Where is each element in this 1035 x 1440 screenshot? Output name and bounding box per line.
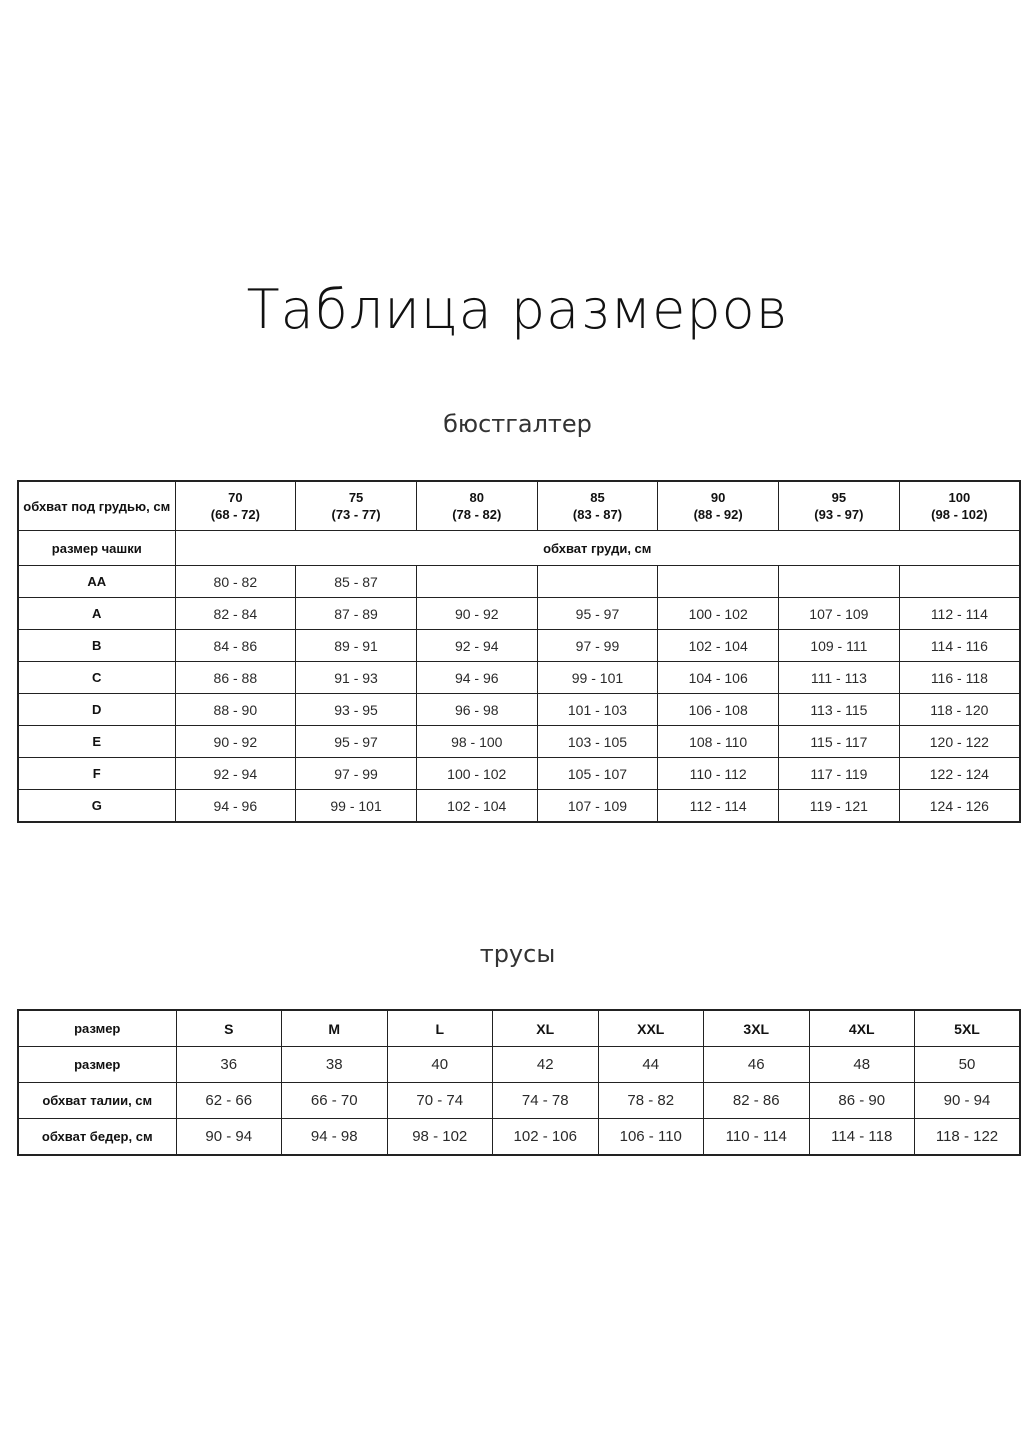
bust-range-cell: 82 - 84 xyxy=(175,598,296,630)
bust-range-cell: 94 - 96 xyxy=(416,662,537,694)
table-row xyxy=(18,1047,1020,1083)
bra-section-title: бюстгалтер xyxy=(443,410,592,438)
bust-range-cell xyxy=(658,566,779,598)
cup-size-label: размер чашки xyxy=(18,531,175,566)
bust-range-cell: 101 - 103 xyxy=(537,694,658,726)
bust-range-cell: 102 - 104 xyxy=(416,790,537,823)
bust-range-cell: 112 - 114 xyxy=(658,790,779,823)
briefs-cell: 38 xyxy=(282,1047,388,1083)
bust-range-cell: 111 - 113 xyxy=(779,662,900,694)
bust-range-cell: 98 - 100 xyxy=(416,726,537,758)
cup-size: D xyxy=(18,694,175,726)
briefs-cell: 3XL xyxy=(704,1010,810,1047)
table-row xyxy=(18,1083,1020,1119)
table-row xyxy=(18,598,1020,630)
bust-range-cell: 84 - 86 xyxy=(175,630,296,662)
cup-size: AA xyxy=(18,566,175,598)
briefs-cell: 44 xyxy=(598,1047,704,1083)
briefs-section-title: трусы xyxy=(479,940,556,968)
bust-range-cell: 112 - 114 xyxy=(899,598,1020,630)
underbust-size-header xyxy=(658,481,779,531)
band-range: (98 - 102) xyxy=(931,507,988,522)
band-range: (88 - 92) xyxy=(693,507,743,522)
briefs-cell: 74 - 78 xyxy=(493,1083,599,1119)
bust-range-cell: 100 - 102 xyxy=(416,758,537,790)
bust-range-cell: 95 - 97 xyxy=(296,726,417,758)
bust-range-cell: 105 - 107 xyxy=(537,758,658,790)
bust-range-cell: 96 - 98 xyxy=(416,694,537,726)
bust-range-cell: 117 - 119 xyxy=(779,758,900,790)
bust-range-cell: 87 - 89 xyxy=(296,598,417,630)
band-range: (73 - 77) xyxy=(331,507,381,522)
underbust-size-header xyxy=(537,481,658,531)
band-range: (68 - 72) xyxy=(210,507,260,522)
bust-range-cell xyxy=(779,566,900,598)
briefs-cell: 118 - 122 xyxy=(915,1119,1021,1156)
bust-range-cell: 108 - 110 xyxy=(658,726,779,758)
briefs-cell: 86 - 90 xyxy=(809,1083,915,1119)
briefs-cell: XXL xyxy=(598,1010,704,1047)
bust-range-cell: 120 - 122 xyxy=(899,726,1020,758)
underbust-size-header xyxy=(779,481,900,531)
bust-range-cell: 92 - 94 xyxy=(175,758,296,790)
band-size: 85 xyxy=(590,490,605,505)
band-range: (93 - 97) xyxy=(814,507,864,522)
band-size: 100 xyxy=(948,490,971,505)
bust-range-cell: 88 - 90 xyxy=(175,694,296,726)
band-size: 80 xyxy=(469,490,484,505)
briefs-cell: 5XL xyxy=(915,1010,1021,1047)
table-row xyxy=(18,790,1020,823)
underbust-size-header xyxy=(416,481,537,531)
bust-range-cell: 92 - 94 xyxy=(416,630,537,662)
bust-range-cell: 97 - 99 xyxy=(537,630,658,662)
bra-subheader-row xyxy=(18,531,1020,566)
band-size: 90 xyxy=(710,490,726,505)
band-range: (78 - 82) xyxy=(452,507,502,522)
bust-girth-label: обхват груди, см xyxy=(175,531,1020,566)
underbust-size-header xyxy=(296,481,417,531)
bust-range-cell: 122 - 124 xyxy=(899,758,1020,790)
table-row xyxy=(18,566,1020,598)
briefs-row-label: размер xyxy=(18,1010,176,1047)
briefs-cell: 82 - 86 xyxy=(704,1083,810,1119)
underbust-size-header xyxy=(899,481,1020,531)
table-row xyxy=(18,630,1020,662)
page-title: Таблица размеров xyxy=(246,278,789,341)
bust-range-cell: 94 - 96 xyxy=(175,790,296,823)
cup-size: E xyxy=(18,726,175,758)
bust-range-cell: 106 - 108 xyxy=(658,694,779,726)
bust-range-cell: 118 - 120 xyxy=(899,694,1020,726)
briefs-cell: 90 - 94 xyxy=(915,1083,1021,1119)
bust-range-cell: 124 - 126 xyxy=(899,790,1020,823)
cup-size: G xyxy=(18,790,175,823)
briefs-cell: L xyxy=(387,1010,493,1047)
briefs-row-label: обхват бедер, см xyxy=(18,1119,176,1156)
bust-range-cell: 80 - 82 xyxy=(175,566,296,598)
table-row xyxy=(18,662,1020,694)
bust-range-cell: 89 - 91 xyxy=(296,630,417,662)
table-row xyxy=(18,758,1020,790)
underbust-size-header xyxy=(175,481,296,531)
briefs-cell: 42 xyxy=(493,1047,599,1083)
briefs-cell: 62 - 66 xyxy=(176,1083,282,1119)
bust-range-cell: 103 - 105 xyxy=(537,726,658,758)
cup-size: F xyxy=(18,758,175,790)
bust-range-cell: 107 - 109 xyxy=(779,598,900,630)
cup-size: A xyxy=(18,598,175,630)
bra-header-row xyxy=(18,481,1020,531)
bust-range-cell: 95 - 97 xyxy=(537,598,658,630)
band-size: 70 xyxy=(228,490,243,505)
briefs-cell: M xyxy=(282,1010,388,1047)
briefs-cell: 70 - 74 xyxy=(387,1083,493,1119)
briefs-cell: 48 xyxy=(809,1047,915,1083)
bust-range-cell: 113 - 115 xyxy=(779,694,900,726)
briefs-cell: 98 - 102 xyxy=(387,1119,493,1156)
bust-range-cell: 85 - 87 xyxy=(296,566,417,598)
bust-range-cell: 114 - 116 xyxy=(899,630,1020,662)
briefs-cell: 36 xyxy=(176,1047,282,1083)
briefs-size-table xyxy=(17,1009,1021,1156)
bust-range-cell: 107 - 109 xyxy=(537,790,658,823)
table-row xyxy=(18,1010,1020,1047)
bust-range-cell: 99 - 101 xyxy=(296,790,417,823)
band-size: 95 xyxy=(831,490,847,505)
briefs-cell: 106 - 110 xyxy=(598,1119,704,1156)
bust-range-cell: 104 - 106 xyxy=(658,662,779,694)
bust-range-cell xyxy=(537,566,658,598)
bust-range-cell: 115 - 117 xyxy=(779,726,900,758)
cup-size: C xyxy=(18,662,175,694)
band-range: (83 - 87) xyxy=(572,507,623,522)
briefs-cell: S xyxy=(176,1010,282,1047)
briefs-cell: 46 xyxy=(704,1047,810,1083)
bust-range-cell: 91 - 93 xyxy=(296,662,417,694)
bust-range-cell: 97 - 99 xyxy=(296,758,417,790)
briefs-cell: 110 - 114 xyxy=(704,1119,810,1156)
briefs-cell: 114 - 118 xyxy=(809,1119,915,1156)
table-row xyxy=(18,1119,1020,1156)
table-row xyxy=(18,694,1020,726)
briefs-cell: 94 - 98 xyxy=(282,1119,388,1156)
briefs-cell: XL xyxy=(493,1010,599,1047)
bust-range-cell: 93 - 95 xyxy=(296,694,417,726)
bust-range-cell: 99 - 101 xyxy=(537,662,658,694)
bust-range-cell: 100 - 102 xyxy=(658,598,779,630)
bust-range-cell: 102 - 104 xyxy=(658,630,779,662)
briefs-cell: 40 xyxy=(387,1047,493,1083)
band-size: 75 xyxy=(348,490,364,505)
briefs-cell: 78 - 82 xyxy=(598,1083,704,1119)
bust-range-cell: 90 - 92 xyxy=(175,726,296,758)
bust-range-cell xyxy=(899,566,1020,598)
bra-size-table xyxy=(17,480,1021,823)
briefs-cell: 66 - 70 xyxy=(282,1083,388,1119)
bust-range-cell: 86 - 88 xyxy=(175,662,296,694)
briefs-row-label: размер xyxy=(18,1047,176,1083)
briefs-cell: 50 xyxy=(915,1047,1021,1083)
bust-range-cell: 116 - 118 xyxy=(899,662,1020,694)
cup-size: B xyxy=(18,630,175,662)
bust-range-cell: 119 - 121 xyxy=(779,790,900,823)
bust-range-cell: 109 - 111 xyxy=(779,630,900,662)
bust-range-cell: 110 - 112 xyxy=(658,758,779,790)
bust-range-cell xyxy=(416,566,537,598)
briefs-cell: 90 - 94 xyxy=(176,1119,282,1156)
bust-range-cell: 90 - 92 xyxy=(416,598,537,630)
underbust-label: обхват под грудью, см xyxy=(18,481,175,531)
briefs-row-label: обхват талии, см xyxy=(18,1083,176,1119)
briefs-cell: 102 - 106 xyxy=(493,1119,599,1156)
table-row xyxy=(18,726,1020,758)
briefs-cell: 4XL xyxy=(809,1010,915,1047)
